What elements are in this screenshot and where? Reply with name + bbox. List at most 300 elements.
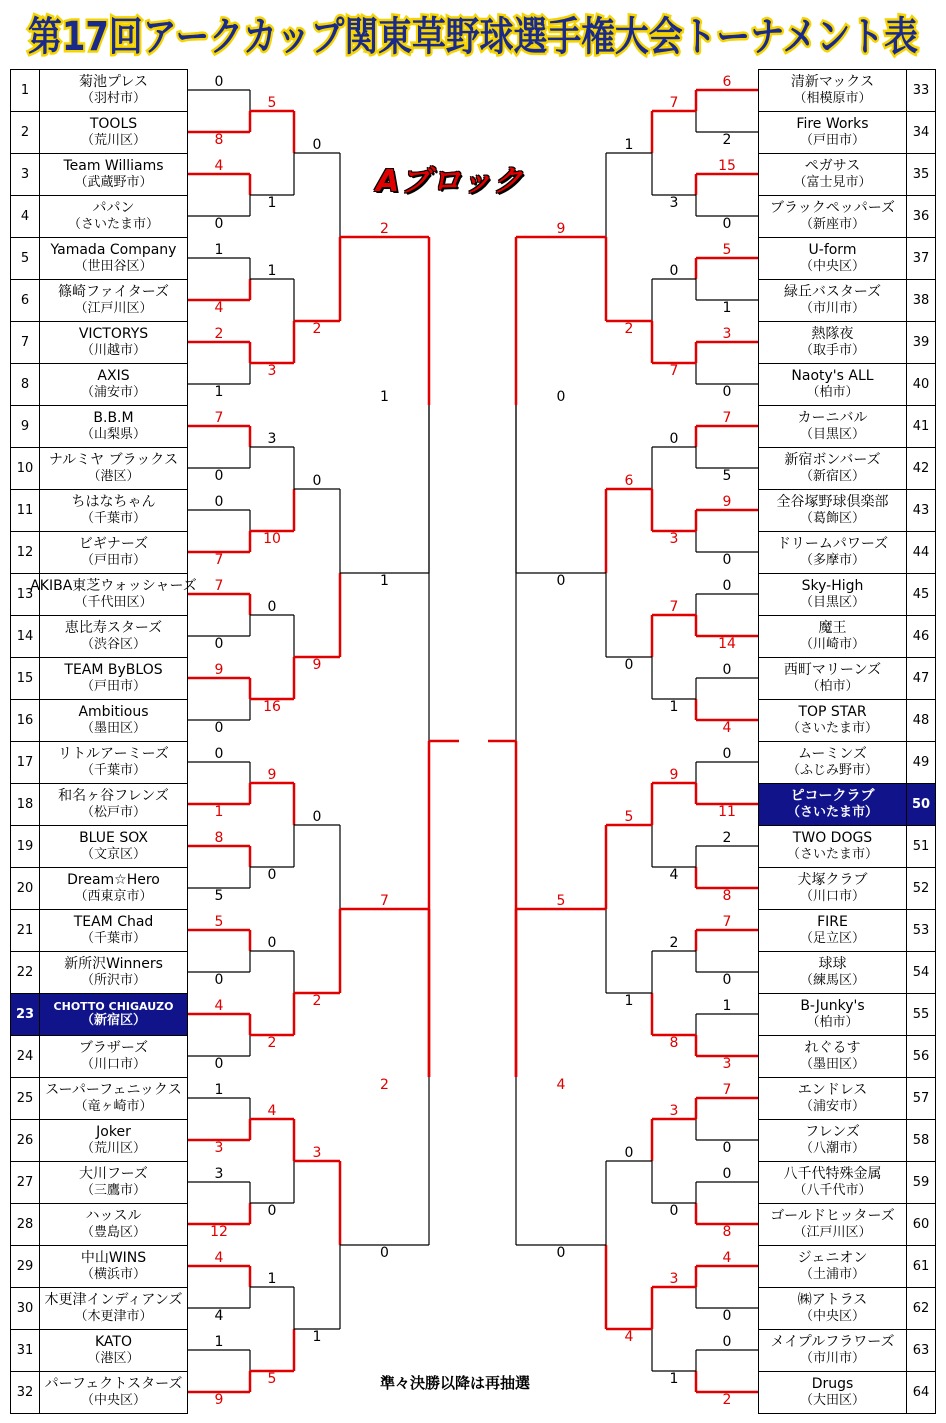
match-score: 0 (214, 1056, 224, 1072)
match-score: 7 (722, 914, 732, 930)
match-score: 1 (669, 699, 679, 715)
seed-number: 17 (10, 741, 40, 784)
team-entry (39, 825, 188, 868)
seed-number: 5 (10, 237, 40, 280)
team-name: TOP STAR (798, 704, 867, 721)
seed-number: 30 (10, 1287, 40, 1330)
match-score: 3 (722, 1056, 732, 1072)
team-city: （西東京市） (74, 889, 153, 905)
team-entry (39, 1287, 188, 1330)
team-city: （中央区） (799, 259, 865, 275)
team-name: TEAM Chad (73, 914, 154, 931)
match-score: 1 (669, 1371, 679, 1387)
team-name: 魔王 (818, 620, 847, 637)
team-name: パーフェクトスターズ (44, 1376, 183, 1393)
match-score: 7 (214, 578, 224, 594)
match-score: 2 (722, 132, 732, 148)
match-score: 7 (214, 552, 224, 568)
seed-number: 9 (10, 405, 40, 448)
team-city: （練馬区） (799, 973, 865, 989)
match-score: 4 (214, 158, 224, 174)
team-entry (39, 909, 188, 952)
match-score: 3 (267, 431, 277, 447)
team-name: ハッスル (85, 1208, 142, 1225)
match-score: 1 (380, 389, 389, 405)
team-entry (39, 447, 188, 490)
team-entry (758, 867, 907, 910)
team-name: FIRE (817, 914, 848, 931)
match-score: 3 (669, 531, 679, 547)
redraw-note: 準々決勝以降は再抽選 (380, 1374, 531, 1392)
team-name: 犬塚クラブ (797, 872, 868, 889)
match-score: 0 (214, 494, 224, 510)
team-city: （羽村市） (80, 91, 146, 107)
seed-number: 20 (10, 867, 40, 910)
team-city: （荒川区） (80, 133, 146, 149)
match-score: 0 (624, 657, 634, 673)
team-city: （取手市） (799, 343, 865, 359)
team-city: （新宿区） (80, 1013, 146, 1029)
seed-number: 33 (906, 69, 936, 112)
seed-number: 43 (906, 489, 936, 532)
match-score: 0 (267, 1203, 277, 1219)
team-city: （市川市） (799, 1351, 865, 1367)
match-score: 1 (214, 804, 224, 820)
team-name: TEAM ByBLOS (64, 662, 163, 679)
match-score: 0 (214, 636, 224, 652)
match-score: 4 (624, 1329, 634, 1345)
team-name: Sky-High (801, 578, 864, 595)
match-score: 0 (722, 1140, 732, 1156)
match-score: 6 (624, 473, 634, 489)
seed-number: 21 (10, 909, 40, 952)
seed-number: 48 (906, 699, 936, 742)
seed-number: 1 (10, 69, 40, 112)
match-score: 0 (312, 473, 322, 489)
team-city: （文京区） (80, 847, 146, 863)
match-score: 2 (267, 1035, 277, 1051)
seed-number: 7 (10, 321, 40, 364)
team-city: （千葉市） (80, 763, 146, 779)
seed-number: 42 (906, 447, 936, 490)
team-entry (758, 1035, 907, 1078)
match-score: 0 (722, 216, 732, 232)
team-name: ブラザーズ (78, 1040, 149, 1057)
match-score: 2 (312, 321, 322, 337)
team-entry (758, 69, 907, 112)
team-name: 新所沢Winners (64, 956, 163, 973)
seed-number: 46 (906, 615, 936, 658)
team-entry (758, 1119, 907, 1162)
match-score: 6 (722, 74, 732, 90)
team-city: （土浦市） (799, 1267, 865, 1283)
team-name: ムーミンズ (798, 746, 867, 763)
match-score: 4 (722, 720, 732, 736)
seed-number: 19 (10, 825, 40, 868)
team-name: AXIS (97, 368, 130, 385)
seed-number: 10 (10, 447, 40, 490)
team-city: （多摩市） (799, 553, 865, 569)
team-name: れぐるす (804, 1040, 861, 1057)
match-score: 1 (624, 993, 634, 1009)
team-city: （三鷹市） (80, 1183, 146, 1199)
seed-number: 35 (906, 153, 936, 196)
team-city: （川口市） (80, 1057, 146, 1073)
team-city: （さいたま市） (786, 721, 878, 737)
match-score: 0 (214, 720, 224, 736)
seed-number: 11 (10, 489, 40, 532)
team-city: （世田谷区） (74, 259, 153, 275)
team-name: CHOTTO CHIGAUZO (53, 1000, 174, 1014)
seed-number: 59 (906, 1161, 936, 1204)
team-name: ㈱アトラス (797, 1292, 868, 1309)
team-city: （戸田市） (799, 133, 865, 149)
seed-number: 2 (10, 111, 40, 154)
match-score: 1 (267, 195, 277, 211)
match-score: 2 (312, 993, 322, 1009)
seed-number: 37 (906, 237, 936, 280)
match-score: 5 (267, 1371, 277, 1387)
seed-number: 14 (10, 615, 40, 658)
team-city: （渋谷区） (80, 637, 146, 653)
match-score: 3 (267, 363, 277, 379)
team-city: （市川市） (799, 301, 865, 317)
match-score: 0 (267, 599, 277, 615)
match-score: 5 (722, 468, 732, 484)
team-name: ペガサス (804, 158, 861, 175)
team-entry (758, 363, 907, 406)
seed-number: 23 (10, 993, 40, 1036)
team-name: KATO (95, 1334, 132, 1351)
seed-number: 45 (906, 573, 936, 616)
seed-number: 38 (906, 279, 936, 322)
team-city: （柏市） (806, 679, 859, 695)
team-name: パパン (92, 200, 135, 217)
team-name: ジェニオン (797, 1250, 868, 1267)
match-score: 15 (718, 158, 736, 174)
seed-number: 58 (906, 1119, 936, 1162)
match-score: 3 (669, 1103, 679, 1119)
seed-number: 6 (10, 279, 40, 322)
match-score: 9 (312, 657, 322, 673)
team-city: （竜ヶ崎市） (74, 1099, 153, 1115)
match-score: 1 (214, 1082, 224, 1098)
team-name: 全谷塚野球倶楽部 (776, 494, 889, 511)
match-score: 7 (214, 410, 224, 426)
match-score: 0 (669, 1203, 679, 1219)
team-name: リトルアーミーズ (58, 746, 169, 763)
match-score: 0 (624, 1145, 634, 1161)
team-entry (758, 447, 907, 490)
team-city: （川越市） (80, 343, 146, 359)
team-name: Yamada Company (50, 242, 177, 259)
seed-number: 41 (906, 405, 936, 448)
team-city: （川口市） (799, 889, 865, 905)
match-score: 9 (669, 767, 679, 783)
team-name: TWO DOGS (792, 830, 873, 847)
seed-number: 53 (906, 909, 936, 952)
team-entry (758, 405, 907, 448)
team-name: ゴールドヒッターズ (770, 1208, 895, 1225)
match-score: 0 (380, 1245, 389, 1261)
team-entry (758, 1329, 907, 1372)
team-entry (758, 111, 907, 154)
match-score: 9 (556, 221, 566, 237)
match-score: 4 (214, 1250, 224, 1266)
team-name: Fire Works (796, 116, 869, 133)
match-score: 5 (214, 914, 224, 930)
team-city: （中央区） (80, 1393, 146, 1409)
seed-number: 55 (906, 993, 936, 1036)
seed-number: 44 (906, 531, 936, 574)
seed-number: 51 (906, 825, 936, 868)
team-entry (758, 1077, 907, 1120)
team-name: Dream☆Hero (67, 872, 160, 889)
team-city: （戸田市） (80, 679, 146, 695)
team-entry (758, 951, 907, 994)
seed-number: 27 (10, 1161, 40, 1204)
team-name: Ambitious (78, 704, 149, 721)
match-score: 7 (669, 363, 679, 379)
match-score: 7 (722, 1082, 732, 1098)
team-entry (758, 489, 907, 532)
match-score: 8 (214, 132, 224, 148)
match-score: 2 (722, 830, 732, 846)
match-score: 0 (267, 867, 277, 883)
team-entry (758, 993, 907, 1036)
seed-number: 32 (10, 1371, 40, 1414)
team-city: （所沢市） (80, 973, 146, 989)
team-city: （豊島区） (80, 1225, 146, 1241)
team-entry (758, 615, 907, 658)
team-name: 篠崎ファイターズ (57, 284, 170, 301)
match-score: 12 (210, 1224, 228, 1240)
match-score: 3 (669, 195, 679, 211)
match-score: 0 (722, 662, 732, 678)
seed-number: 47 (906, 657, 936, 700)
team-name: AKIBA東芝ウォッシャーズ (30, 578, 197, 595)
seed-number: 36 (906, 195, 936, 238)
team-name: 新宿ボンバーズ (784, 452, 881, 469)
team-name: カーニバル (797, 410, 868, 427)
team-entry (39, 405, 188, 448)
team-name: 球球 (818, 956, 847, 973)
team-city: （戸田市） (80, 553, 146, 569)
match-score: 1 (267, 263, 277, 279)
team-city: （武蔵野市） (74, 175, 153, 191)
match-score: 0 (556, 389, 566, 405)
team-name: 熱隊夜 (811, 326, 854, 343)
team-entry (39, 1119, 188, 1162)
team-entry (758, 321, 907, 364)
team-name: BLUE SOX (79, 830, 148, 847)
team-city: （新座市） (799, 217, 865, 233)
match-score: 10 (263, 531, 281, 547)
match-score: 4 (556, 1077, 566, 1093)
team-entry (39, 1203, 188, 1246)
match-score: 1 (267, 1271, 277, 1287)
seed-number: 15 (10, 657, 40, 700)
team-city: （柏市） (806, 1015, 859, 1031)
team-name: Naoty's ALL (791, 368, 874, 385)
match-score: 5 (722, 242, 732, 258)
seed-number: 13 (10, 573, 40, 616)
team-entry (39, 279, 188, 322)
seed-number: 60 (906, 1203, 936, 1246)
title-text: 第17回アークカップ関東草野球選手権大会トーナメント表 (28, 14, 918, 60)
team-name: 木更津インディアンズ (44, 1292, 183, 1309)
match-score: 16 (263, 699, 281, 715)
team-entry (758, 825, 907, 868)
match-score: 3 (214, 1140, 224, 1156)
team-name: メイプルフラワーズ (770, 1334, 895, 1351)
seed-number: 61 (906, 1245, 936, 1288)
team-name: U-form (808, 242, 857, 259)
match-score: 1 (312, 1329, 322, 1345)
team-entry (39, 321, 188, 364)
match-score: 0 (722, 578, 732, 594)
seed-number: 12 (10, 531, 40, 574)
team-entry (39, 69, 188, 112)
team-entry (758, 531, 907, 574)
seed-number: 50 (906, 783, 936, 826)
team-entry (39, 1245, 188, 1288)
team-city: （新宿区） (799, 469, 865, 485)
team-name: 大川フーズ (79, 1166, 148, 1183)
team-city: （山梨県） (80, 427, 146, 443)
team-name: Drugs (811, 1376, 854, 1393)
team-city: （ふじみ野市） (786, 763, 878, 779)
match-score: 1 (214, 1334, 224, 1350)
match-score: 5 (624, 809, 634, 825)
team-name: 中山WINS (80, 1250, 147, 1267)
seed-number: 4 (10, 195, 40, 238)
seed-number: 62 (906, 1287, 936, 1330)
team-city: （相模原市） (793, 91, 872, 107)
seed-number: 34 (906, 111, 936, 154)
team-city: （江戸川区） (793, 1225, 872, 1241)
team-city: （中央区） (799, 1309, 865, 1325)
match-score: 0 (267, 935, 277, 951)
team-name: ピコークラブ (790, 788, 875, 805)
team-name: TOOLS (89, 116, 138, 133)
seed-number: 52 (906, 867, 936, 910)
team-city: （松戸市） (80, 805, 146, 821)
match-score: 0 (214, 972, 224, 988)
team-name: 八千代特殊金属 (783, 1166, 882, 1183)
match-score: 11 (718, 804, 736, 820)
team-name: ドリームパワーズ (776, 536, 889, 553)
match-score: 0 (214, 74, 224, 90)
team-entry (39, 237, 188, 280)
team-city: （浦安市） (80, 385, 146, 401)
match-score: 1 (722, 998, 732, 1014)
match-score: 4 (722, 1250, 732, 1266)
team-city: （さいたま市） (786, 847, 878, 863)
match-score: 1 (214, 384, 224, 400)
team-entry (39, 489, 188, 532)
team-entry (39, 657, 188, 700)
team-entry (758, 783, 907, 826)
team-entry (39, 1329, 188, 1372)
team-entry (39, 195, 188, 238)
match-score: 0 (214, 468, 224, 484)
match-score: 0 (312, 809, 322, 825)
seed-number: 22 (10, 951, 40, 994)
match-score: 0 (722, 746, 732, 762)
team-entry (758, 1287, 907, 1330)
match-score: 3 (214, 1166, 224, 1182)
team-name: 緑丘バスターズ (783, 284, 882, 301)
team-name: フレンズ (805, 1124, 860, 1141)
team-entry (758, 195, 907, 238)
seed-number: 49 (906, 741, 936, 784)
team-city: （八潮市） (799, 1141, 865, 1157)
team-entry (758, 1371, 907, 1414)
match-score: 9 (267, 767, 277, 783)
match-score: 5 (267, 95, 277, 111)
match-score: 0 (214, 216, 224, 232)
team-city: （柏市） (806, 385, 859, 401)
match-score: 4 (214, 1308, 224, 1324)
team-name: B-Junky's (800, 998, 865, 1015)
seed-number: 54 (906, 951, 936, 994)
team-entry (39, 363, 188, 406)
team-entry (758, 1245, 907, 1288)
team-entry (758, 657, 907, 700)
match-score: 0 (722, 1308, 732, 1324)
match-score: 7 (380, 893, 389, 909)
team-entry (39, 153, 188, 196)
team-entry (39, 867, 188, 910)
match-score: 0 (722, 552, 732, 568)
team-entry (39, 951, 188, 994)
match-score: 2 (722, 1392, 732, 1408)
team-entry (758, 699, 907, 742)
seed-number: 40 (906, 363, 936, 406)
match-score: 8 (722, 888, 732, 904)
match-score: 9 (722, 494, 732, 510)
match-score: 0 (669, 263, 679, 279)
match-score: 0 (722, 1334, 732, 1350)
match-score: 1 (722, 300, 732, 316)
seed-number: 63 (906, 1329, 936, 1372)
match-score: 0 (556, 573, 566, 589)
team-entry (39, 741, 188, 784)
seed-number: 31 (10, 1329, 40, 1372)
team-city: （港区） (87, 1351, 140, 1367)
team-name: 菊池プレス (78, 74, 149, 91)
team-name: 和名ヶ谷フレンズ (58, 788, 169, 805)
match-score: 14 (718, 636, 736, 652)
team-city: （横浜市） (80, 1267, 146, 1283)
team-name: 西町マリーンズ (783, 662, 882, 679)
match-score: 1 (624, 137, 634, 153)
block-label: Aブロック (376, 164, 524, 199)
match-score: 2 (380, 1077, 389, 1093)
team-entry (39, 1077, 188, 1120)
match-score: 2 (669, 935, 679, 951)
team-entry (758, 153, 907, 196)
team-entry (39, 993, 188, 1036)
match-score: 2 (380, 221, 389, 237)
seed-number: 24 (10, 1035, 40, 1078)
team-city: （富士見市） (793, 175, 872, 191)
team-name: VICTORYS (78, 326, 149, 343)
seed-number: 56 (906, 1035, 936, 1078)
team-city: （足立区） (799, 931, 865, 947)
match-score: 7 (669, 95, 679, 111)
